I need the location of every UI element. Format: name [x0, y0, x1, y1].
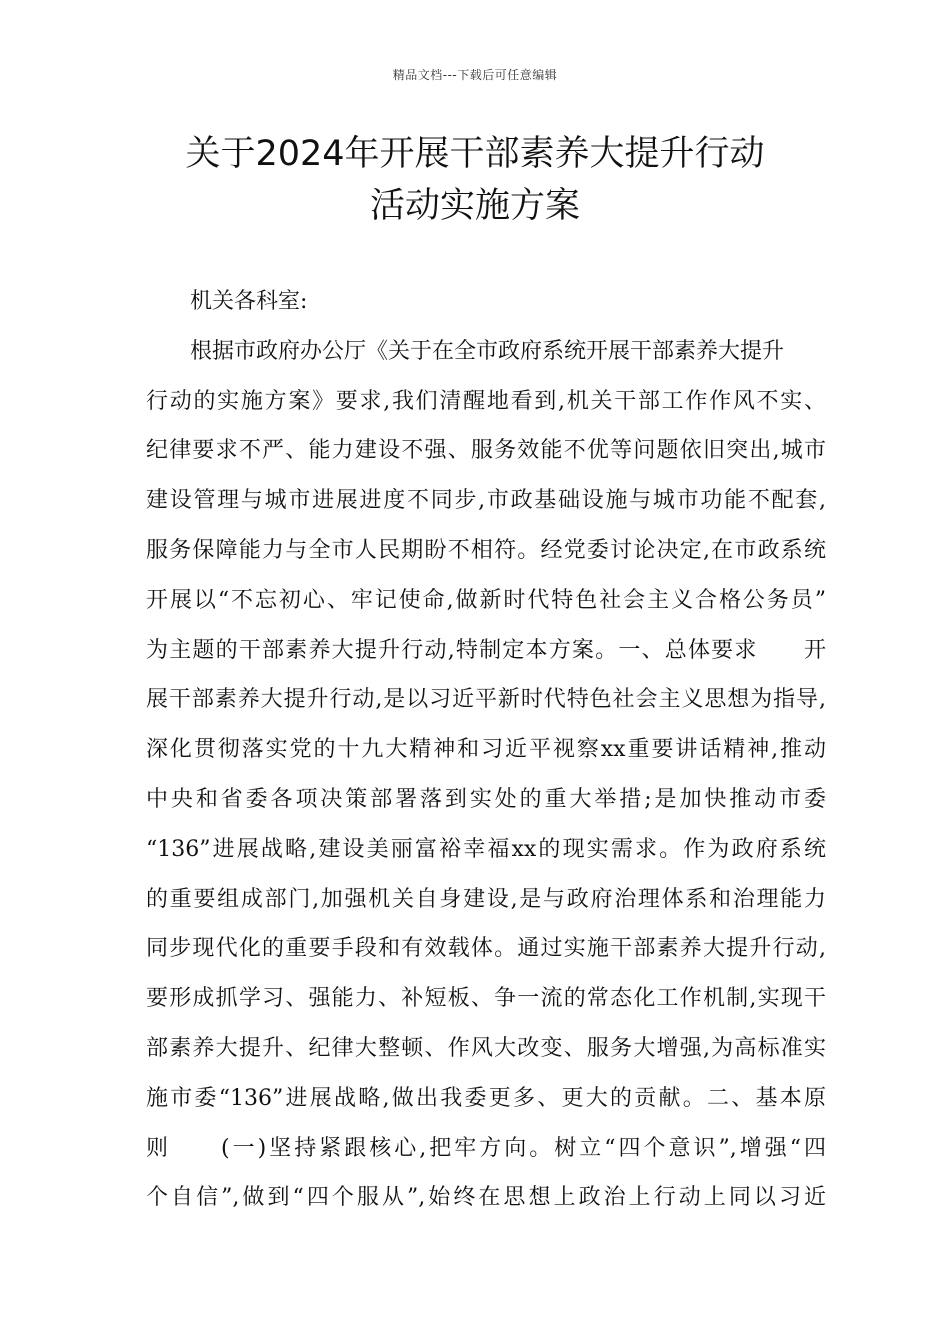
document-body	[146, 280, 826, 1226]
body-line: 要形成抓学习、强能力、补短板、争一流的常态化工作机制,实现干	[146, 986, 826, 1012]
body-line: 服务保障能力与全市人民期盼不相符。经党委讨论决定,在市政系统	[146, 537, 826, 563]
body-line: 施市委“136”进展战略,做出我委更多、更大的贡献。二、基本原	[146, 1085, 826, 1111]
body-line: 部素养大提升、纪律大整顿、作风大改变、服务大增强,为高标准实	[146, 1035, 826, 1061]
body-line: 展干部素养大提升行动,是以习近平新时代特色社会主义思想为指导,	[146, 687, 826, 713]
title-line-2: 活动实施方案	[369, 186, 580, 226]
salutation: 机关各科室:	[190, 289, 308, 314]
title-line-1: 关于2024年开展干部素养大提升行动	[185, 134, 765, 174]
body-line: 开展以“不忘初心、牢记使命,做新时代特色社会主义合格公务员”	[146, 587, 826, 613]
body-line: 纪律要求不严、能力建设不强、服务效能不优等问题依旧突出,城市	[146, 438, 826, 464]
body-line: 深化贯彻落实党的十九大精神和习近平视察xx重要讲话精神,推动	[146, 737, 826, 763]
body-line: 的重要组成部门,加强机关自身建设,是与政府治理体系和治理能力	[146, 886, 826, 912]
body-line: 根据市政府办公厅《关于在全市政府系统开展干部素养大提升	[190, 338, 785, 364]
body-line: 个自信”,做到“四个服从”,始终在思想上政治上行动上同以习近	[146, 1185, 826, 1211]
header-note: 精品文档---下载后可任意编辑	[392, 68, 558, 82]
body-line: “136”进展战略,建设美丽富裕幸福xx的现实需求。作为政府系统	[146, 836, 826, 862]
body-line: 行动的实施方案》要求,我们清醒地看到,机关干部工作作风不实、	[146, 388, 826, 414]
body-line: 同步现代化的重要手段和有效载体。通过实施干部素养大提升行动,	[146, 936, 826, 962]
body-line: 为主题的干部素养大提升行动,特制定本方案。一、总体要求 开	[146, 637, 826, 663]
document-title	[0, 128, 950, 232]
body-line: 则 (一)坚持紧跟核心,把牢方向。树立“四个意识”,增强“四	[146, 1135, 826, 1161]
body-line: 建设管理与城市进展进度不同步,市政基础设施与城市功能不配套,	[146, 488, 826, 514]
body-line: 中央和省委各项决策部署落到实处的重大举措;是加快推动市委	[146, 786, 826, 812]
